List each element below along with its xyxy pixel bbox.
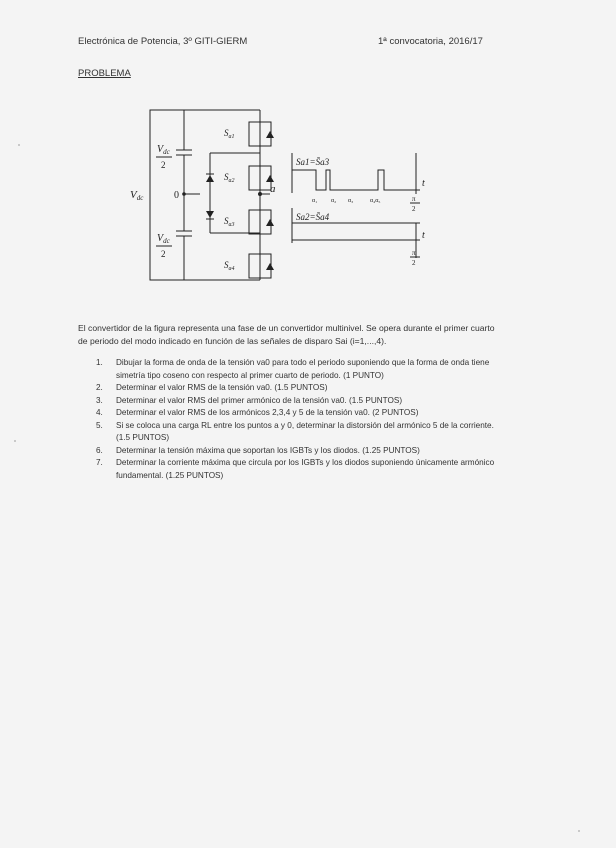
section-title: PROBLEMA [78, 68, 131, 79]
problem-statement: El convertidor de la figura representa una fase de un convertidor multinivel. Se opera durante el primer cuarto de periodo del modo indicado en función de las señales de disparo Sai (i=1,...,4). [78, 323, 495, 346]
svg-text:α₂: α₂ [331, 198, 337, 204]
question-item: 4. Determinar el valor RMS de los armónicos 2,3,4 y 5 de la tensión va0. (2 PUNTOS) [96, 408, 419, 417]
svg-text:α₄α₅: α₄α₅ [370, 198, 381, 204]
circuit-figure [120, 98, 440, 303]
svg-text:Vdc: Vdc [130, 189, 144, 202]
svg-text:Vdc: $V_{dc}$ [157, 233, 170, 245]
svg-text:π: π [412, 195, 416, 203]
clamp-diode-top [206, 175, 214, 182]
svg-text:α₁: α₁ [312, 198, 318, 204]
question-item: 6. Determinar la tensión máxima que soportan los IGBTs y los diodos. (1.25 PUNTOS) [96, 445, 420, 455]
svg-text:2: 2 [412, 205, 416, 213]
vdc-label: V [130, 189, 137, 201]
course-header: Electrónica de Potencia, 3º GITI-GIERM [78, 36, 248, 47]
question-item: 5. Si se coloca una carga RL entre los puntos a y 0, determinar la distorsión del armónico 5 de la corriente. (1.5 PUNTOS) [96, 420, 494, 442]
svg-text:t: t [422, 178, 425, 189]
svg-text:Sa3: $S_{a3}$ [224, 216, 235, 228]
svg-text:α₃: α₃ [348, 198, 354, 204]
neutral-node-label: 0 [174, 190, 179, 201]
exam-session-header: 1ª convocatoria, 2016/17 [378, 36, 483, 47]
svg-text:t: t [422, 230, 425, 241]
svg-text:2: 2 [161, 160, 166, 170]
question-item: 2. Determinar el valor RMS de la tensión va0. (1.5 PUNTOS) [96, 383, 328, 392]
clamp-diode-bottom [206, 211, 214, 218]
question-list [96, 357, 500, 482]
question-item: 7. Determinar la corriente máxima que circula por los IGBTs y los diodos suponiendo únicamente armónico fundamental. (1.25 PUNTOS) [96, 458, 495, 480]
svg-text:Sa2: $S_{a2}$ [224, 172, 235, 184]
vdc-bracket [150, 110, 154, 280]
waveform-sa2-label: Sa2=S̄a4 [296, 212, 330, 222]
svg-text:π: π [412, 249, 416, 257]
output-node-label: a [270, 183, 276, 195]
svg-text:Vdc: $V_{dc}$ [157, 144, 170, 156]
svg-text:2: 2 [161, 249, 166, 259]
multilevel-converter-diagram [120, 98, 440, 298]
svg-text:Sa4: $S_{a4}$ [224, 260, 235, 272]
scan-speck [578, 830, 580, 832]
question-item: 3. Determinar el valor RMS del primer armónico de la tensión va0. (1.5 PUNTOS) [96, 395, 403, 405]
waveform-sa1-label: Sa1=S̄a3 [296, 157, 330, 167]
scan-speck [18, 144, 20, 146]
svg-text:Sa1: $S_{a1}$ [224, 128, 235, 140]
scan-speck [14, 440, 16, 442]
svg-text:2: 2 [412, 259, 416, 267]
question-item: 1. Dibujar la forma de onda de la tensión va0 para todo el periodo suponiendo que la forma de onda tiene simetría tipo coseno con respecto al primer cuarto de periodo. (1 PUNTO) [96, 358, 490, 380]
